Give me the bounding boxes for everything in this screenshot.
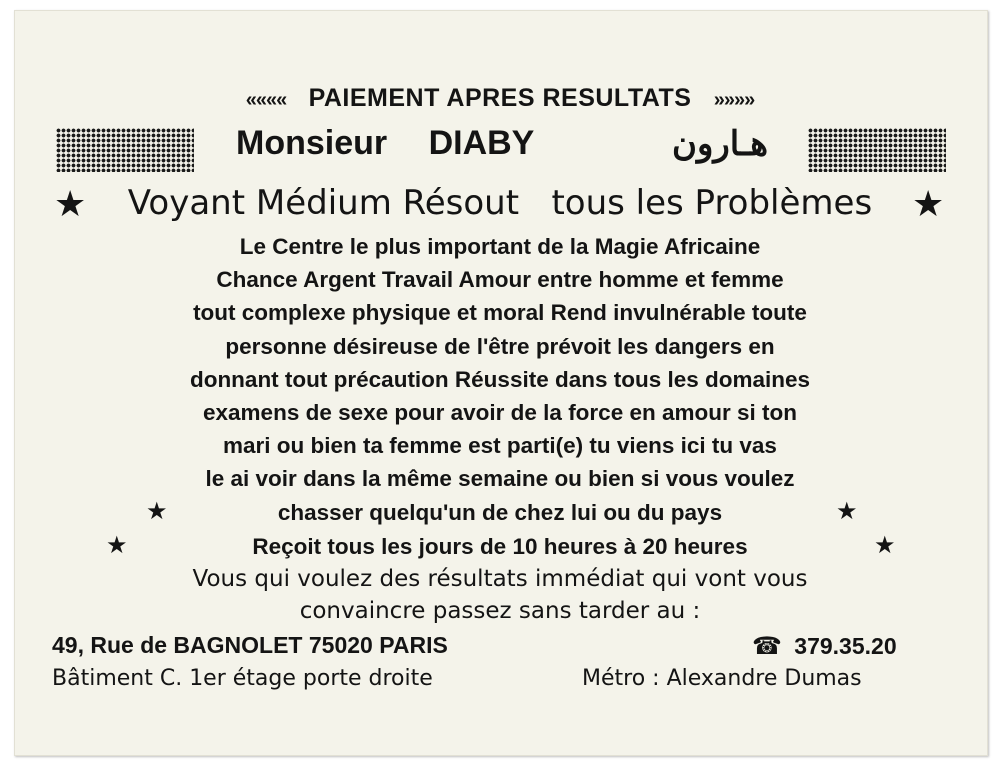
tagline: Voyant Médium Résout tous les Problèmes [127, 183, 873, 223]
telephone-icon: ☎ [752, 632, 782, 660]
body-line-6: examens de sexe pour avoir de la force en amour si ton [203, 400, 797, 425]
name-line [236, 124, 534, 163]
star-icon: ★ [836, 497, 858, 525]
phone-number: 379.35.20 [794, 633, 897, 659]
building-info: Bâtiment C. 1er étage porte droite [52, 666, 433, 691]
body-line-5: donnant tout précaution Réussite dans tous les domaines [189, 367, 811, 392]
header-text: PAIEMENT APRES RESULTATS [308, 84, 692, 112]
body-line-1: Le Centre le plus important de la Magie Africaine [239, 234, 761, 259]
body-line-7: mari ou bien ta femme est parti(e) tu viens ici tu vas [223, 433, 777, 458]
star-icon: ★ [912, 184, 945, 225]
phone-line [752, 632, 897, 660]
monsieur-label: Monsieur [236, 124, 388, 162]
payment-header [0, 84, 1000, 113]
left-quotes: «««« [245, 89, 287, 111]
arabic-name: هـارون [672, 125, 769, 163]
body-line-4: personne désireuse de l'être prévoit les dangers en [225, 334, 775, 359]
star-icon: ★ [146, 497, 168, 525]
invite-line-2: convaincre passez sans tarder au : [299, 598, 701, 624]
halftone-block-right [808, 128, 946, 172]
invite-line-1: Vous qui voulez des résultats immédiat qui vont vous [192, 566, 808, 592]
metro-info: Métro : Alexandre Dumas [582, 666, 862, 691]
halftone-block-left [56, 128, 194, 172]
body-line-9: chasser quelqu'un de chez lui ou du pays [277, 500, 723, 525]
body-line-8: le ai voir dans la même semaine ou bien si vous voulez [205, 466, 795, 491]
star-icon: ★ [54, 184, 87, 225]
body-line-3: tout complexe physique et moral Rend invulnérable toute [193, 300, 807, 325]
star-icon: ★ [874, 531, 896, 559]
hours-line: Reçoit tous les jours de 10 heures à 20 heures [252, 534, 748, 559]
street-address: 49, Rue de BAGNOLET 75020 PARIS [52, 632, 448, 658]
right-quotes: »»»» [713, 89, 755, 111]
surname: DIABY [428, 124, 535, 162]
body-line-2: Chance Argent Travail Amour entre homme et femme [216, 267, 784, 292]
star-icon: ★ [106, 531, 128, 559]
